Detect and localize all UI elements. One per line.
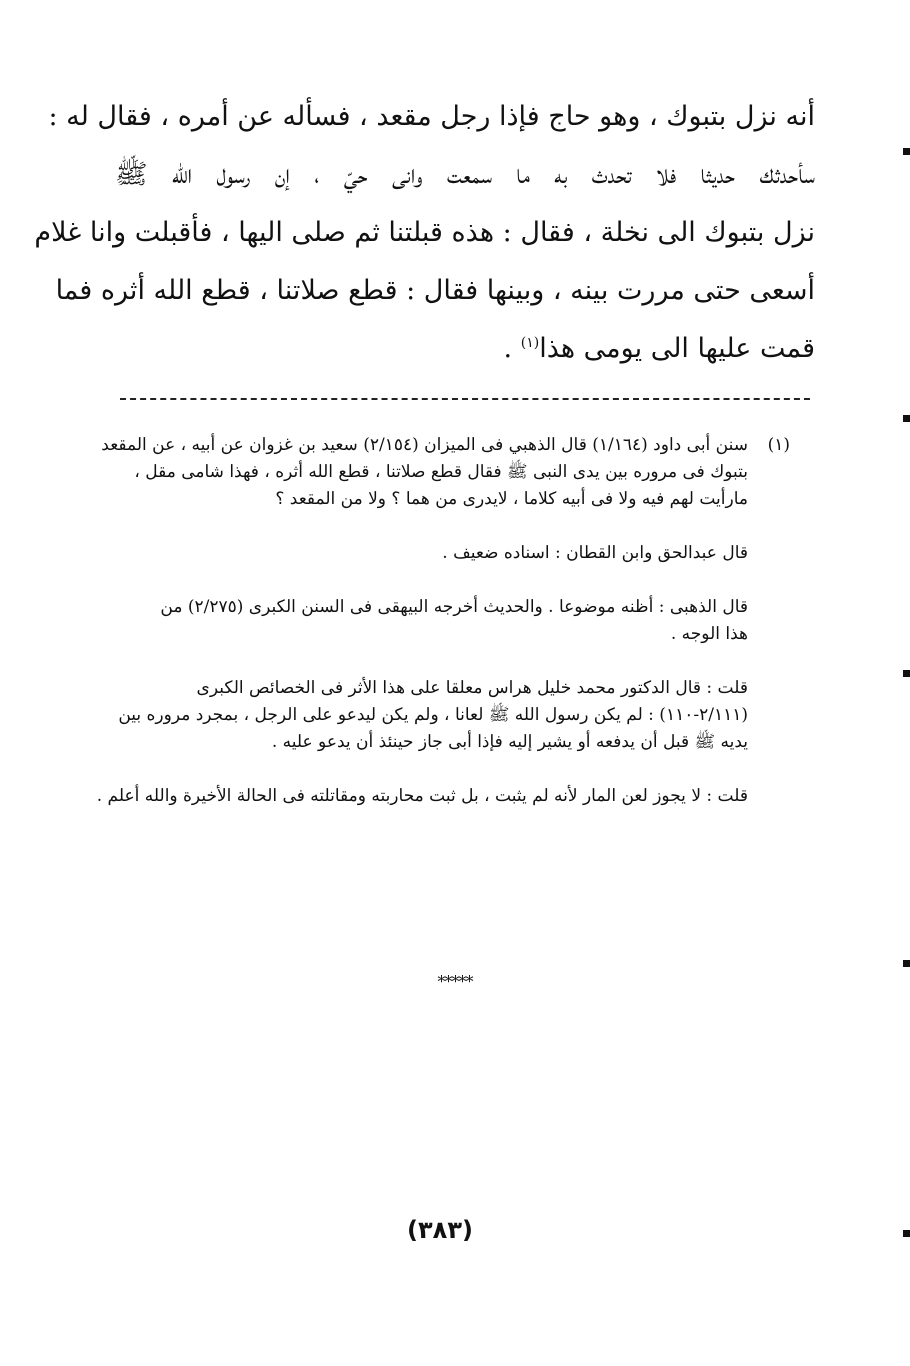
footnote-line: قال الذهبى : أظنه موضوعا . والحديث أخرجه البيهقى فى السنن الكبرى (٢/٢٧٥) من — [160, 597, 748, 617]
footnote-paragraph-4 — [120, 675, 790, 756]
scan-edge-mark — [903, 670, 910, 677]
footnote-line: (٢/١١١-١١٠) : لم يكن رسول الله ﷺ لعانا ، ولم يكن ليدعو على الرجل ، بمجرد مروره بين — [118, 705, 748, 725]
scan-edge-mark — [903, 960, 910, 967]
footnote-line: مارأيت لهم فيه ولا فى أبيه كلاما ، لايدرى من هما ؟ ولا من المقعد ؟ — [275, 489, 748, 509]
footnote-line: قلت : لا يجوز لعن المار لأنه لم يثبت ، بل ثبت محاربته ومقاتلته فى الحالة الأخيرة والله أعلم . — [96, 786, 748, 806]
section-ornament: ***** — [437, 972, 473, 991]
footnote-paragraph-2 — [120, 540, 790, 567]
footnote-line — [101, 432, 790, 459]
main-text-line-3: نزل بتبوك الى نخلة ، فقال : هذه قبلتنا ثم صلى اليها ، فأقبلت وانا غلام — [34, 217, 815, 248]
footnote-text: سنن أبى داود (١/١٦٤) قال الذهبي فى الميزان (٢/١٥٤) سعيد بن غزوان عن أبيه ، عن المقعد — [101, 435, 748, 455]
footnote-line: بتبوك فى مروره بين يدى النبى ﷺ فقال قطع صلاتنا ، قطع الله أثره ، فهذا شامى مقل ، — [134, 462, 748, 482]
footnote-number: (١) — [767, 435, 790, 455]
footnote-line: قلت : قال الدكتور محمد خليل هراس معلقا على هذا الأثر فى الخصائص الكبرى — [196, 678, 748, 698]
main-text-line-4: أسعى حتى مررت بينه ، وبينها فقال : قطع صلاتنا ، قطع الله أثره فما — [55, 275, 815, 306]
page-number: (٣٨٣) — [407, 1216, 473, 1244]
footnote-paragraph-3 — [120, 594, 790, 648]
main-text-line-1: أنه نزل بتبوك ، وهو حاج فإذا رجل مقعد ، فسأله عن أمره ، فقال له : — [48, 101, 815, 132]
footnote-separator — [120, 398, 810, 400]
footnote-paragraph-5 — [96, 783, 790, 810]
footnote-paragraph-1 — [101, 432, 790, 513]
footnote-line: هذا الوجه . — [670, 624, 748, 644]
main-text-line-5 — [115, 320, 815, 378]
main-text-end-mark: . — [503, 333, 521, 364]
footnote-line: قال عبدالحق وابن القطان : اسناده ضعيف . — [442, 543, 748, 563]
scan-edge-mark — [903, 148, 910, 155]
main-text-block — [34, 88, 815, 378]
footnotes-block — [96, 432, 790, 837]
main-text-line-5-text: قمت عليها الى يومى هذا — [539, 333, 815, 364]
scan-edge-mark — [903, 415, 910, 422]
footnote-line: يديه ﷺ قبل أن يدفعه أو يشير إليه فإذا أبى جاز حينئذ أن يدعو عليه . — [271, 732, 748, 752]
scan-edge-mark — [903, 1230, 910, 1237]
main-text-line-2: سأحدثك حديثا فلا تحدث به ما سمعت وانى حيّ ، إن رسول الله ﷺ — [115, 159, 815, 190]
footnote-reference: (١) — [520, 335, 540, 351]
